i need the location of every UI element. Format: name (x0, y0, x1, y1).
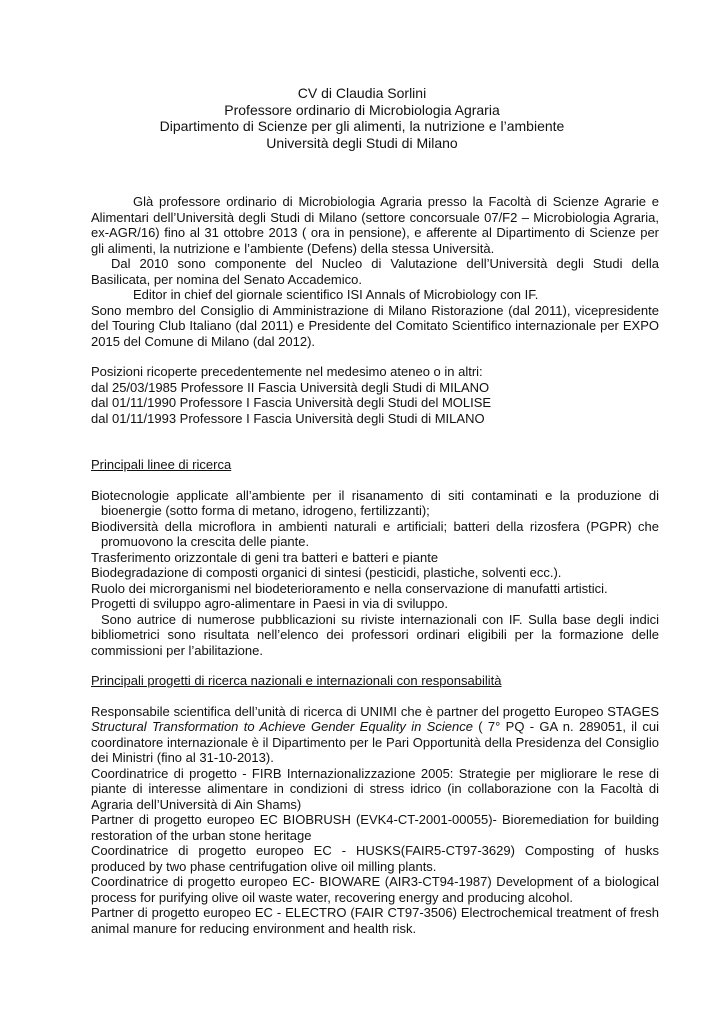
project-stages-title: Structural Transformation to Achieve Gender Equality in Science (91, 719, 473, 734)
cv-department: Dipartimento di Scienze per gli alimenti, la nutrizione e l’ambiente (159, 118, 565, 134)
project-stages-text-pre: Responsabile scientifica dell’unità di ricerca di UNIMI che è partner del progetto Europeo STAGES (91, 703, 659, 719)
project-item: Coordinatrice di progetto europeo EC- BIOWARE (AIR3-CT94-1987) Development of a biological process for purifying olive oil waste water, recovering energy and producing alcohol. (91, 874, 659, 905)
research-item: Biotecnologie applicate all’ambiente per il risanamento di siti contaminati e la produzione di bioenergie (sotto forma di metano, idrogeno, fertilizzanti); (91, 487, 659, 518)
research-item: Biodiversità della microflora in ambienti naturali e artificiali; batteri della rizosfera (PGPR) che promuovono la crescita delle piante. (91, 518, 659, 549)
cv-body (91, 194, 659, 936)
intro-paragraph-2: Dal 2010 sono componente del Nucleo di Valutazione dell’Università degli Studi della Basilicata, per nomina del Senato Accademico. (91, 256, 659, 287)
project-stages-text-post: ( 7° PQ - GA n. 289051, il cui coordinatore internazionale è il Dipartimento per le Pari Opportunità della Presidenza del Consiglio dei Ministri (fino al 31-10-2013). (91, 719, 659, 765)
cv-header (0, 85, 724, 151)
position-item: dal 25/03/1985 Professore II Fascia Università degli Studi di MILANO (91, 379, 490, 395)
cv-role: Professore ordinario di Microbiologia Agraria (224, 101, 500, 118)
research-item: Biodegradazione di composti organici di sintesi (pesticidi, plastiche, solventi ecc.). (91, 565, 562, 580)
position-item: dal 01/11/1990 Professore I Fascia Università degli Studi del MOLISE (91, 395, 492, 410)
research-section-title: Principali linee di ricerca (91, 457, 232, 472)
project-item: Coordinatrice di progetto europeo EC - HUSKS(FAIR5-CT97-3629) Composting of husks produced by two phase centrifugation olive oil milling plants. (91, 843, 659, 874)
position-item: dal 01/11/1993 Professore I Fascia Università degli Studi di MILANO (91, 410, 485, 426)
intro-paragraph-1: Glà professore ordinario di Microbiologia Agraria presso la Facoltà di Scienze Agrarie e Alimentari dell’Università degli Studi di Milano (settore concorsuale 07/F2 – Microbiologia Agraria, ex-AGR/16) fino al 31 ottobre 2013 ( ora in pensione), e afferente al Dipartimento di Scienze per gli alimenti, la nutrizione e l’ambiente (Defens) della stessa Università. (91, 194, 659, 256)
project-item: Partner di progetto europeo EC - ELECTRO (FAIR CT97-3506) Electrochemical treatment of fresh animal manure for reducing environment and health risk. (91, 905, 659, 936)
project-item: Partner di progetto europeo EC BIOBRUSH (EVK4-CT-2001-00055)- Bioremediation for building restoration of the urban stone heritage (91, 812, 659, 843)
intro-paragraph-4: Sono membro del Consiglio di Amministrazione di Milano Ristorazione (dal 2011), vicepresidente del Touring Club Italiano (dal 2011) e Presidente del Comitato Scientifico internazionale per EXPO 2015 del Comune di Milano (dal 2012). (91, 302, 659, 349)
research-item: Trasferimento orizzontale di geni tra batteri e batteri e piante (91, 549, 439, 565)
cv-title: CV di Claudia Sorlini (297, 85, 427, 101)
research-item: Progetti di sviluppo agro-alimentare in Paesi in via di sviluppo. (91, 596, 448, 611)
projects-section-title: Principali progetti di ricerca nazionali e internazionali con responsabilità (91, 673, 502, 688)
research-item: Ruolo dei microrganismi nel biodeterioramento e nella conservazione di manufatti artistici. (91, 580, 608, 596)
cv-university: Università degli Studi di Milano (266, 134, 458, 151)
project-item-stages (91, 704, 659, 766)
intro-paragraph-3: Editor in chief del giornale scientifico ISI Annals of Microbiology con IF. (133, 287, 539, 302)
research-note: Sono autrice di numerose pubblicazioni su riviste internazionali con IF. Sulla base degli indici bibliometrici sono risultata nell’elenco dei professori ordinari eligibili per la formazione delle commissioni per l’abilitazione. (91, 611, 659, 658)
project-item: Coordinatrice di progetto - FIRB Internazionalizzazione 2005: Strategie per migliorare le rese di piante di interesse alimentare in condizioni di stress idrico (in collaborazione con la Facoltà di Agraria dell’Università di Ain Shams) (91, 765, 659, 812)
positions-title: Posizioni ricoperte precedentemente nel medesimo ateneo o in altri: (91, 364, 483, 379)
